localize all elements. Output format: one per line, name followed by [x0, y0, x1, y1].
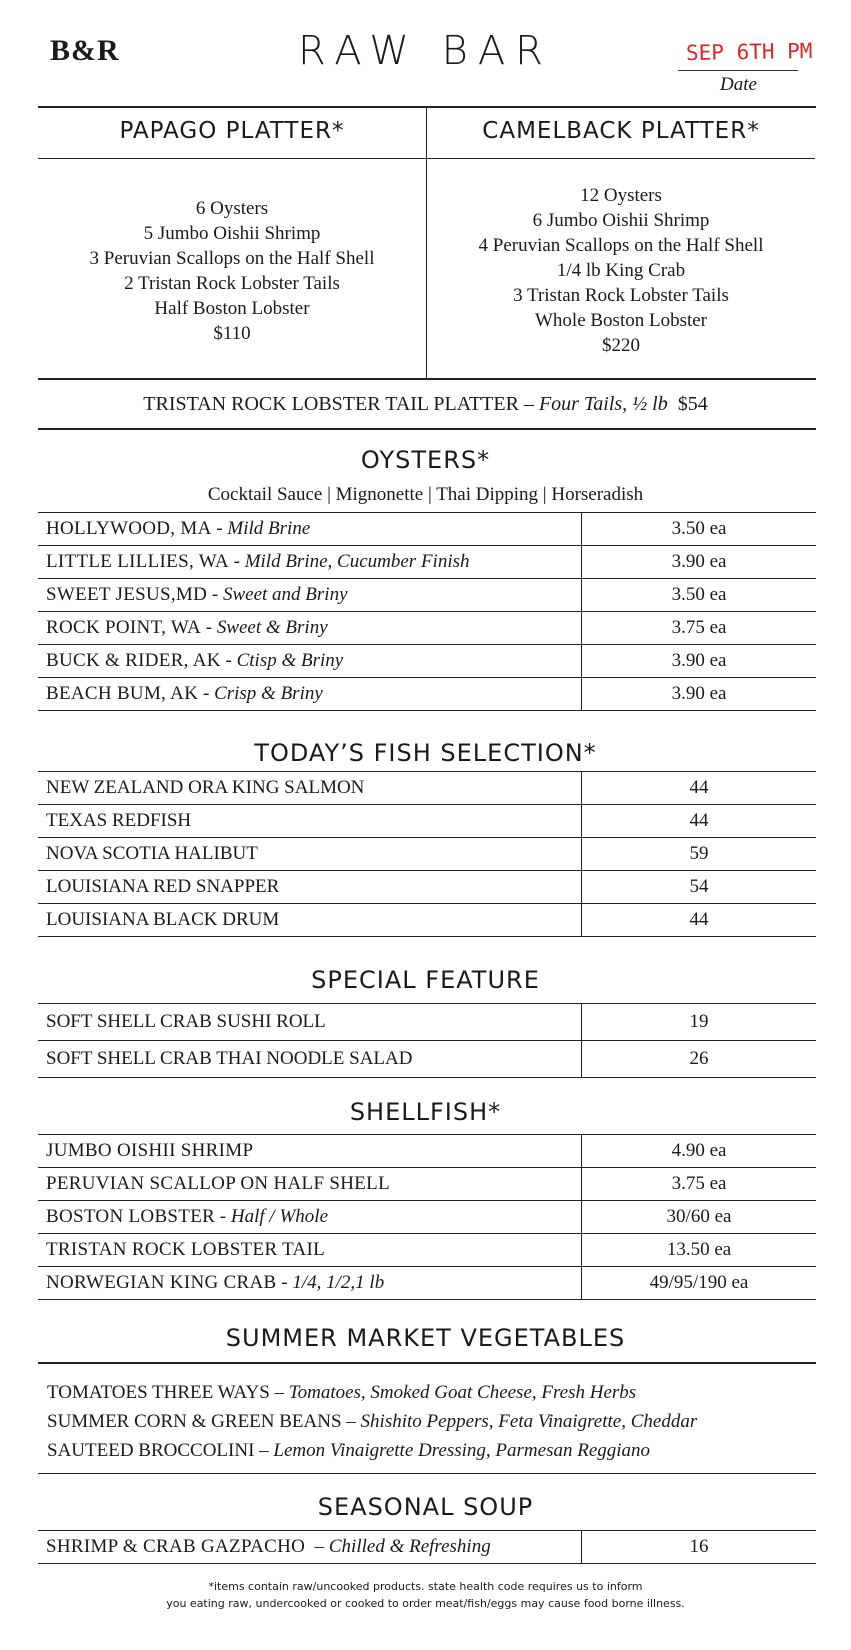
- item-description: Sweet & Briny: [216, 617, 328, 638]
- item-price: 3.90 ea: [582, 546, 817, 579]
- item-title: SAUTEED BROCCOLINI: [47, 1440, 255, 1461]
- fish-table: [38, 771, 816, 937]
- table-row: [38, 871, 816, 904]
- platter-item: 2 Tristan Rock Lobster Tails: [124, 273, 340, 294]
- section-title-special: SPECIAL FEATURE: [311, 966, 540, 994]
- item-price: 3.50 ea: [582, 579, 817, 612]
- table-row: [38, 772, 816, 805]
- platter-items: [427, 183, 815, 358]
- item-name: [38, 1135, 582, 1168]
- tristan-platter-desc: Four Tails, ½ lb: [538, 393, 668, 415]
- item-description: Crisp & Briny: [214, 683, 323, 704]
- item-price: 59: [582, 838, 817, 871]
- platters-section: [38, 106, 816, 378]
- item-price: 44: [582, 805, 817, 838]
- footnote-line: you eating raw, undercooked or cooked to order meat/fish/eggs may cause food borne illness.: [166, 1597, 685, 1610]
- oyster-sauces: Cocktail Sauce | Mignonette | Thai Dipping | Horseradish: [207, 484, 644, 505]
- list-item: [47, 1407, 697, 1436]
- item-name: NEW ZEALAND ORA KING SALMON: [38, 772, 582, 805]
- logo: B&R: [50, 34, 120, 67]
- table-row: [38, 579, 816, 612]
- item-description: Lemon Vinaigrette Dressing, Parmesan Reggiano: [273, 1440, 651, 1461]
- item-price: 54: [582, 871, 817, 904]
- item-name: [38, 513, 582, 546]
- item-description: Ctisp & Briny: [236, 650, 344, 671]
- item-price: 3.75 ea: [582, 1168, 817, 1201]
- table-row: [38, 678, 816, 711]
- date-label: Date: [720, 74, 757, 95]
- item-description: Shishito Peppers, Feta Vinaigrette, Cheddar: [360, 1411, 698, 1432]
- item-title: HOLLYWOOD, MA: [46, 518, 212, 539]
- tristan-platter-price: $54: [677, 393, 708, 415]
- header: [0, 0, 851, 110]
- special-table: [38, 1003, 816, 1078]
- item-price: 3.50 ea: [582, 513, 817, 546]
- platter-item: 3 Peruvian Scallops on the Half Shell: [89, 248, 375, 269]
- item-name: [38, 1267, 582, 1300]
- item-separator: –: [269, 1382, 289, 1403]
- platter-title: CAMELBACK PLATTER*: [482, 118, 760, 144]
- platter-papago: [38, 106, 426, 378]
- platter-items: [38, 196, 426, 346]
- platter-price: $110: [213, 323, 251, 344]
- table-row: [38, 1135, 816, 1168]
- item-price: 3.90 ea: [582, 678, 817, 711]
- tristan-platter-line: [0, 393, 851, 416]
- item-price: 44: [582, 772, 817, 805]
- item-title: PERUVIAN SCALLOP ON HALF SHELL: [46, 1173, 390, 1194]
- table-row: [38, 805, 816, 838]
- list-item: [47, 1378, 697, 1407]
- item-title: JUMBO OISHII SHRIMP: [46, 1140, 254, 1161]
- divider: [38, 1473, 816, 1474]
- platter-item: Whole Boston Lobster: [534, 310, 708, 331]
- item-description: Mild Brine, Cucumber Finish: [244, 551, 470, 572]
- divider: [38, 428, 816, 430]
- item-separator: -: [198, 683, 215, 704]
- item-name: [38, 1234, 582, 1267]
- table-row: [38, 1267, 816, 1300]
- item-separator: –: [305, 1536, 329, 1557]
- item-name: SOFT SHELL CRAB SUSHI ROLL: [38, 1004, 582, 1041]
- item-description: 1/4, 1/2,1 lb: [292, 1272, 385, 1293]
- item-title: ROCK POINT, WA: [46, 617, 201, 638]
- item-description: Mild Brine: [227, 518, 311, 539]
- item-title: TOMATOES THREE WAYS: [47, 1382, 270, 1403]
- section-title-soup: SEASONAL SOUP: [317, 1493, 534, 1521]
- item-price: 3.90 ea: [582, 645, 817, 678]
- item-title: SUMMER CORN & GREEN BEANS: [47, 1411, 342, 1432]
- item-separator: -: [200, 617, 217, 638]
- date-underline: [678, 70, 798, 71]
- item-title: SWEET JESUS,MD: [46, 584, 208, 605]
- table-row: [38, 1201, 816, 1234]
- platter-title: PAPAGO PLATTER*: [119, 118, 345, 144]
- table-row: [38, 612, 816, 645]
- item-name: SOFT SHELL CRAB THAI NOODLE SALAD: [38, 1041, 582, 1078]
- item-name: NOVA SCOTIA HALIBUT: [38, 838, 582, 871]
- section-title-vegetables: SUMMER MARKET VEGETABLES: [225, 1324, 626, 1352]
- item-title: BOSTON LOBSTER: [46, 1206, 216, 1227]
- footnote-line: *items contain raw/uncooked products. state health code requires us to inform: [208, 1580, 643, 1593]
- table-row: [38, 904, 816, 937]
- item-name: [38, 612, 582, 645]
- table-row: [38, 1004, 816, 1041]
- item-separator: -: [276, 1272, 293, 1293]
- tristan-platter-name: TRISTAN ROCK LOBSTER TAIL PLATTER: [143, 393, 519, 415]
- item-price: 26: [582, 1041, 817, 1078]
- item-name: [38, 1201, 582, 1234]
- section-title-shellfish: SHELLFISH*: [349, 1098, 502, 1126]
- divider: [427, 158, 815, 159]
- item-name: LOUISIANA RED SNAPPER: [38, 871, 582, 904]
- item-name: [38, 1531, 582, 1564]
- item-price: 16: [582, 1531, 817, 1564]
- item-name: [38, 678, 582, 711]
- list-item: [47, 1436, 697, 1465]
- platter-camelback: [426, 106, 815, 378]
- item-price: 4.90 ea: [582, 1135, 817, 1168]
- section-title-oysters: OYSTERS*: [360, 446, 491, 474]
- platter-item: 1/4 lb King Crab: [556, 260, 686, 281]
- platter-item: 6 Oysters: [195, 198, 269, 219]
- item-title: LITTLE LILLIES, WA: [46, 551, 229, 572]
- table-row: [38, 645, 816, 678]
- item-separator: -: [228, 551, 245, 572]
- platter-item: 12 Oysters: [580, 185, 662, 206]
- table-row: [38, 1531, 816, 1564]
- item-separator: –: [254, 1440, 274, 1461]
- shellfish-table: [38, 1134, 816, 1300]
- soup-table: [38, 1530, 816, 1564]
- oysters-table: [38, 512, 816, 711]
- table-row: [38, 546, 816, 579]
- item-title: BUCK & RIDER, AK: [46, 650, 221, 671]
- item-name: [38, 1168, 582, 1201]
- item-separator: -: [207, 584, 223, 605]
- item-separator: -: [220, 650, 237, 671]
- item-separator: -: [211, 518, 228, 539]
- item-price: 44: [582, 904, 817, 937]
- item-separator: -: [215, 1206, 231, 1227]
- item-title: NORWEGIAN KING CRAB: [46, 1272, 277, 1293]
- item-title: TRISTAN ROCK LOBSTER TAIL: [46, 1239, 326, 1260]
- platter-item: 5 Jumbo Oishii Shrimp: [143, 223, 321, 244]
- vegetables-list: [47, 1378, 697, 1465]
- table-row: [38, 1234, 816, 1267]
- divider: [38, 1362, 816, 1364]
- page-title: RAW BAR: [298, 28, 553, 74]
- item-name: [38, 546, 582, 579]
- item-description: Sweet and Briny: [222, 584, 348, 605]
- tristan-platter-dash: –: [518, 393, 539, 415]
- item-name: TEXAS REDFISH: [38, 805, 582, 838]
- item-price: 19: [582, 1004, 817, 1041]
- item-price: 3.75 ea: [582, 612, 817, 645]
- platter-item: Half Boston Lobster: [154, 298, 310, 319]
- item-name: [38, 645, 582, 678]
- table-row: [38, 838, 816, 871]
- date-value: SEP 6TH PM: [685, 38, 813, 66]
- item-description: Chilled & Refreshing: [328, 1536, 491, 1557]
- divider: [38, 158, 426, 159]
- section-title-fish: TODAY’S FISH SELECTION*: [254, 739, 597, 767]
- platter-price: $220: [602, 335, 640, 356]
- item-price: 13.50 ea: [582, 1234, 817, 1267]
- item-description: Half / Whole: [230, 1206, 329, 1227]
- item-separator: –: [341, 1411, 361, 1432]
- item-name: [38, 579, 582, 612]
- table-row: [38, 1041, 816, 1078]
- item-price: 49/95/190 ea: [582, 1267, 817, 1300]
- platter-item: 4 Peruvian Scallops on the Half Shell: [478, 235, 764, 256]
- platter-item: 3 Tristan Rock Lobster Tails: [513, 285, 729, 306]
- table-row: [38, 513, 816, 546]
- divider: [38, 378, 816, 380]
- item-name: LOUISIANA BLACK DRUM: [38, 904, 582, 937]
- item-title: SHRIMP & CRAB GAZPACHO: [46, 1536, 306, 1557]
- footnote: [0, 1578, 851, 1612]
- item-price: 30/60 ea: [582, 1201, 817, 1234]
- table-row: [38, 1168, 816, 1201]
- item-description: Tomatoes, Smoked Goat Cheese, Fresh Herbs: [288, 1382, 637, 1403]
- item-title: BEACH BUM, AK: [46, 683, 199, 704]
- platter-item: 6 Jumbo Oishii Shrimp: [532, 210, 710, 231]
